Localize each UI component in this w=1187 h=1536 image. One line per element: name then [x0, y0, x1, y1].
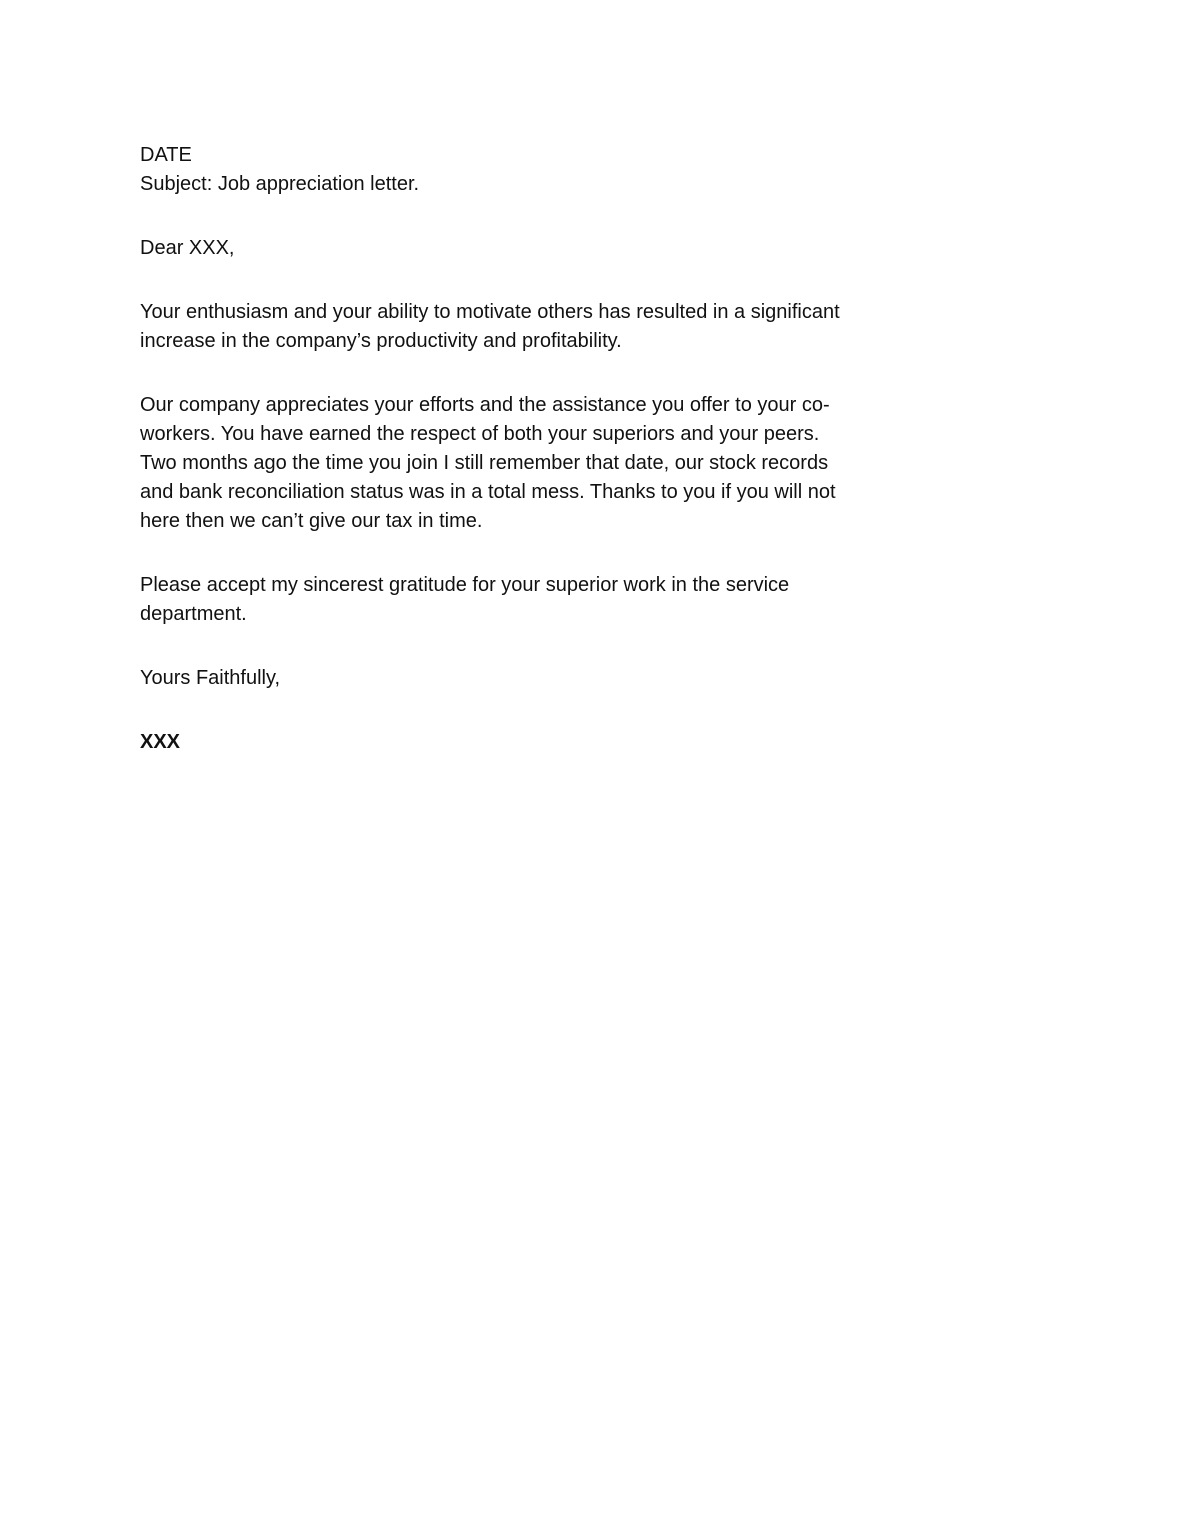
- paragraph-line: Our company appreciates your efforts and the assistance you offer to your co-: [140, 394, 830, 416]
- spacer: [140, 199, 920, 234]
- paragraph-line: here then we can’t give our tax in time.: [140, 510, 483, 532]
- letter-salutation: Dear XXX,: [140, 237, 235, 259]
- paragraph-line: department.: [140, 603, 247, 625]
- letter-signature: XXX: [140, 731, 181, 753]
- letter-body: [140, 141, 920, 757]
- paragraph-1: [140, 298, 920, 356]
- spacer: [140, 629, 920, 664]
- paragraph-line: Please accept my sincerest gratitude for your superior work in the service: [140, 574, 790, 596]
- letter-date: DATE: [140, 144, 192, 166]
- paragraph-3: [140, 571, 920, 629]
- paragraph-2: [140, 391, 920, 536]
- letter-subject: Subject: Job appreciation letter.: [140, 173, 420, 195]
- spacer: [140, 263, 920, 298]
- spacer: [140, 536, 920, 571]
- spacer: [140, 356, 920, 391]
- paragraph-line: and bank reconciliation status was in a total mess. Thanks to you if you will not: [140, 481, 836, 503]
- paragraph-line: Two months ago the time you join I still remember that date, our stock records: [140, 452, 829, 474]
- spacer: [140, 693, 920, 728]
- paragraph-line: Your enthusiasm and your ability to motivate others has resulted in a significant: [140, 301, 840, 323]
- paragraph-line: increase in the company’s productivity and profitability.: [140, 330, 622, 352]
- letter-closing: Yours Faithfully,: [140, 667, 281, 689]
- paragraph-line: workers. You have earned the respect of both your superiors and your peers.: [140, 423, 820, 445]
